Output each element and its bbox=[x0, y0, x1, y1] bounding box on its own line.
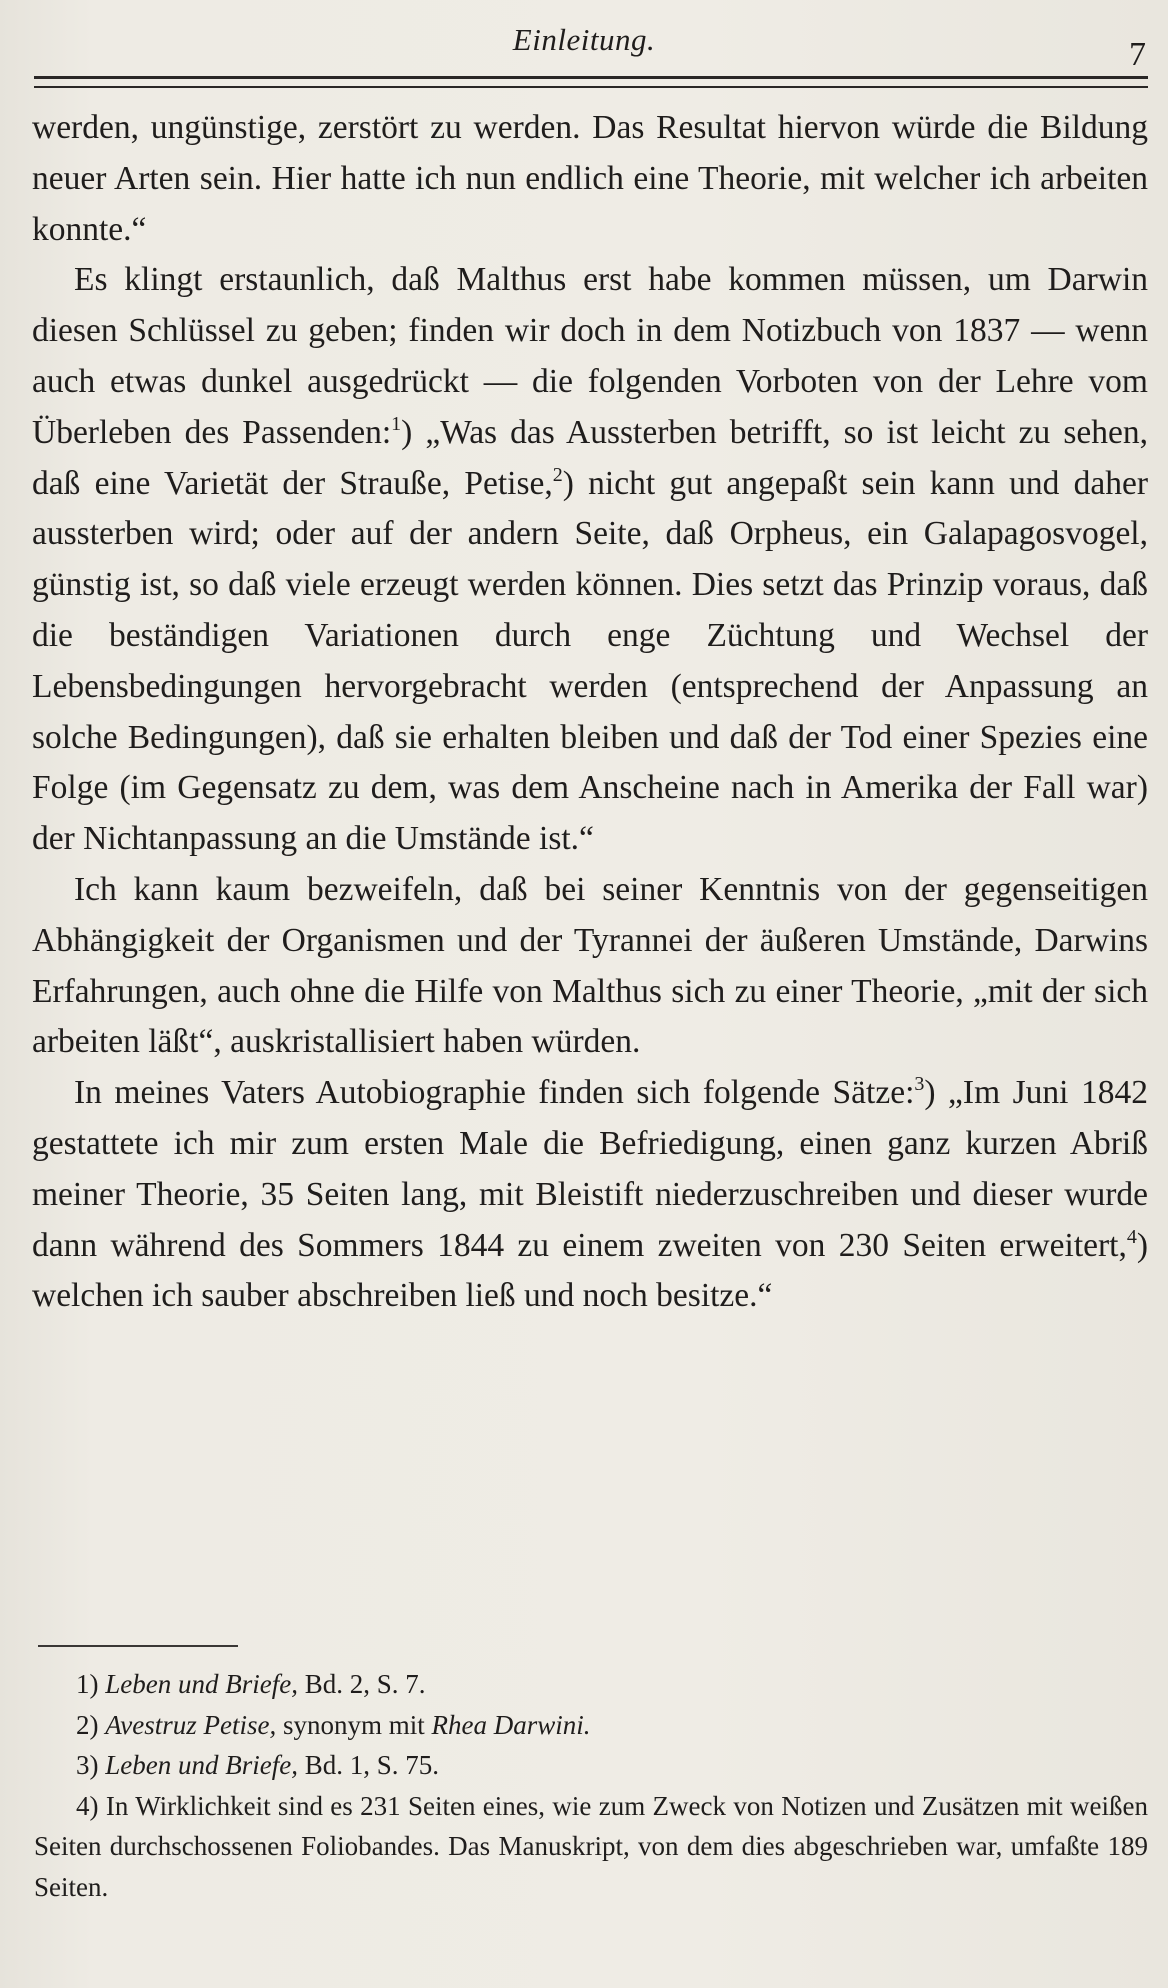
footnote-3-number: 3) bbox=[76, 1750, 99, 1780]
footnote-2-title: Avestruz Petise, bbox=[105, 1709, 277, 1740]
paragraph-4-part-1: In meines Vaters Autobiographie finden sich folgende Sätze: bbox=[74, 1074, 915, 1112]
footnote-2-number: 2) bbox=[76, 1709, 99, 1740]
footnote-4-text: In Wirklichkeit sind es 231 Seiten eines, wie zum Zweck von Notizen und Zusätzen mit weißen Seiten durchschossenen Foliobandes. Das Manuskript, von dem dies abgeschrieben war, umfaßte 189 Seiten. bbox=[34, 1790, 1148, 1902]
footnote-ref-1: 1 bbox=[391, 412, 402, 435]
paragraph-4 bbox=[32, 1068, 1148, 1322]
header-rule-thin bbox=[34, 86, 1148, 88]
footnote-3-title: Leben und Briefe, bbox=[105, 1750, 298, 1780]
page-number: 7 bbox=[1129, 36, 1146, 73]
footnote-ref-2: 2 bbox=[552, 463, 563, 486]
paragraph-4-part-2: ) „Im Juni 1842 gestattete ich mir zum ersten Male die Befriedigung, einen ganz kurzen Abriß meiner Theorie, 35 Seiten lang, mit Bleistift niederzuschreiben und dieser wurde dann während des Sommers 1844 zu einem zweiten von 230 Seiten erweitert, bbox=[32, 1074, 1148, 1264]
footnote-1 bbox=[34, 1664, 1148, 1705]
footnote-1-rest: Bd. 2, S. 7. bbox=[304, 1669, 426, 1699]
running-head bbox=[0, 22, 1168, 73]
paragraph-2-part-3: ) nicht gut angepaßt sein kann und daher aussterben wird; oder auf der andern Seite, daß Orpheus, ein Galapagosvogel, günstig ist, so daß viele erzeugt werden können. Dies setzt das Prinzip voraus, daß die beständigen Variationen durch enge Züchtung und Wechsel der Lebensbedingungen hervorgebracht werden (entsprechend der Anpassung an solche Bedingungen), daß sie erhalten bleiben und daß der Tod einer Spezies eine Folge (im Gegensatz zu dem, was dem Anscheine nach in Amerika der Fall war) der Nichtanpassung an die Umstände ist.“ bbox=[32, 464, 1148, 858]
footnote-4 bbox=[34, 1786, 1148, 1908]
footnote-ref-3: 3 bbox=[914, 1073, 925, 1096]
footnote-1-title: Leben und Briefe, bbox=[105, 1669, 298, 1699]
footnotes bbox=[34, 1664, 1148, 1907]
footnote-2 bbox=[34, 1705, 1148, 1746]
paragraph-3 bbox=[32, 865, 1148, 1068]
footnote-2-mid: synonym mit bbox=[282, 1709, 425, 1740]
paragraph-2 bbox=[32, 255, 1148, 865]
footnote-ref-4: 4 bbox=[1126, 1225, 1137, 1248]
footnote-separator bbox=[38, 1645, 238, 1647]
footnote-1-number: 1) bbox=[76, 1669, 99, 1699]
footnote-3 bbox=[34, 1745, 1148, 1786]
paragraph-2-part-2: ) „Was das Aussterben betrifft, so ist leicht zu sehen, daß eine Varietät der Strauße, Petise, bbox=[32, 413, 1148, 502]
footnote-2-title-2: Rhea Darwini. bbox=[431, 1709, 591, 1740]
paragraph-3-text: Ich kann kaum bezweifeln, daß bei seiner Kenntnis von der gegenseitigen Abhängigkeit der Organismen und der Tyrannei der äußeren Umstände, Darwins Erfahrungen, auch ohne die Hilfe von Malthus sich zu einer Theorie, „mit der sich arbeiten läßt“, auskristallisiert haben würden. bbox=[32, 870, 1148, 1061]
paragraph-1-text: werden, ungünstige, zerstört zu werden. Das Resultat hiervon würde die Bildung neuer Arten sein. Hier hatte ich nun endlich eine Theorie, mit welcher ich arbeiten konnte.“ bbox=[32, 109, 1148, 248]
footnote-4-number: 4) bbox=[76, 1790, 99, 1821]
paragraph-2-part-1: Es klingt erstaunlich, daß Malthus erst habe kommen müssen, um Darwin diesen Schlüssel zu geben; finden wir doch in dem Notizbuch von 1837 — wenn auch etwas dunkel ausgedrückt — die folgenden Vorboten von der Lehre vom Überleben des Passenden: bbox=[32, 261, 1148, 451]
paragraph-4-part-3: ) welchen ich sauber abschreiben ließ und noch besitze.“ bbox=[32, 1226, 1148, 1315]
paragraph-1 bbox=[32, 103, 1148, 255]
body-text bbox=[32, 103, 1148, 1322]
running-title: Einleitung. bbox=[512, 22, 656, 57]
footnote-3-rest: Bd. 1, S. 75. bbox=[304, 1750, 439, 1780]
header-rule-thick bbox=[34, 76, 1148, 79]
